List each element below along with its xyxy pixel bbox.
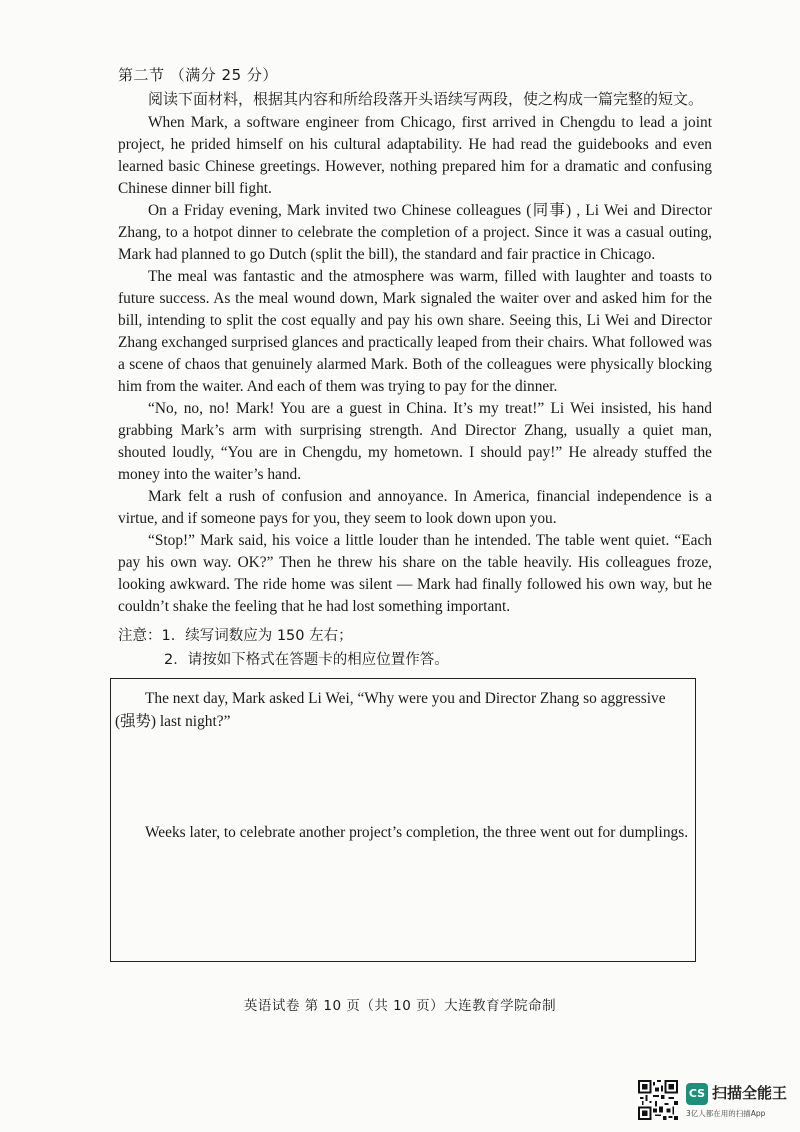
notes-label: 注意： bbox=[118, 628, 162, 644]
notes bbox=[118, 624, 449, 672]
note-item: 1．续写词数应为 150 左右； bbox=[161, 628, 353, 644]
note-item: 2．请按如下格式在答题卡的相应位置作答。 bbox=[164, 652, 449, 668]
passage-paragraph: Mark felt a rush of confusion and annoyance. In America, financial independence is a virtue, and if someone pays for you, they seem to look down upon you. bbox=[118, 488, 712, 527]
section-title: 第二节 （满分 25 分） bbox=[118, 66, 278, 84]
paragraph-opener-2: Weeks later, to celebrate another project’s completion, the three went out for dumplings. bbox=[145, 824, 689, 841]
passage-paragraph: “Stop!” Mark said, his voice a little louder than he intended. The table went quiet. “Each pay his own way. OK?” Then he threw his share on the table heavily. His colleagues froze, looking awkward. The ride home was silent — Mark had finally followed his own way, but he couldn’t shake the feeling that he had lost something important. bbox=[118, 532, 712, 615]
camscanner-logo-icon: CS bbox=[686, 1083, 708, 1105]
reading-passage bbox=[118, 112, 712, 618]
page-footer: 英语试卷 第 10 页（共 10 页）大连教育学院命制 bbox=[243, 998, 557, 1014]
paragraph-opener-1: The next day, Mark asked Li Wei, “Why were you and Director Zhang so aggressive (强势) last night?” bbox=[115, 690, 666, 730]
passage-paragraph: When Mark, a software engineer from Chicago, first arrived in Chengdu to lead a joint project, he prided himself on his cultural adaptability. He had read the guidebooks and even learned basic Chinese greetings. However, nothing prepared him for a dramatic and confusing Chinese dinner bill fight. bbox=[118, 114, 712, 197]
answer-box[interactable] bbox=[110, 678, 696, 962]
passage-paragraph: On a Friday evening, Mark invited two Chinese colleagues (同事) , Li Wei and Director Zhang, to a hotpot dinner to celebrate the completion of a project. Since it was a casual outing, Mark had planned to go Dutch (split the bill), the standard and fair practice in Chicago. bbox=[118, 202, 712, 263]
scanner-app-name: 扫描全能王 bbox=[712, 1084, 788, 1102]
scanner-app-tagline: 3亿人都在用的扫描App bbox=[686, 1109, 766, 1118]
passage-paragraph: “No, no, no! Mark! You are a guest in China. It’s my treat!” Li Wei insisted, his hand grabbing Mark’s arm with surprising strength. And Director Zhang, usually a quiet man, shouted loudly, “You are in Chengdu, my hometown. I should pay!” He already stuffed the money into the waiter’s hand. bbox=[118, 400, 712, 483]
passage-paragraph: The meal was fantastic and the atmosphere was warm, filled with laughter and toasts to future success. As the meal wound down, Mark signaled the waiter over and asked him for the bill, intending to split the cost equally and pay his own share. Seeing this, Li Wei and Director Zhang exchanged surprised glances and practically leaped from their chairs. What followed was a scene of chaos that genuinely alarmed Mark. Both of the colleagues were physically blocking him from the waiter. And each of them was trying to pay for the dinner. bbox=[118, 268, 712, 395]
qr-code-icon bbox=[638, 1080, 678, 1120]
scanner-watermark bbox=[638, 1080, 790, 1124]
section-instruction: 阅读下面材料，根据其内容和所给段落开头语续写两段，使之构成一篇完整的短文。 bbox=[148, 90, 704, 108]
